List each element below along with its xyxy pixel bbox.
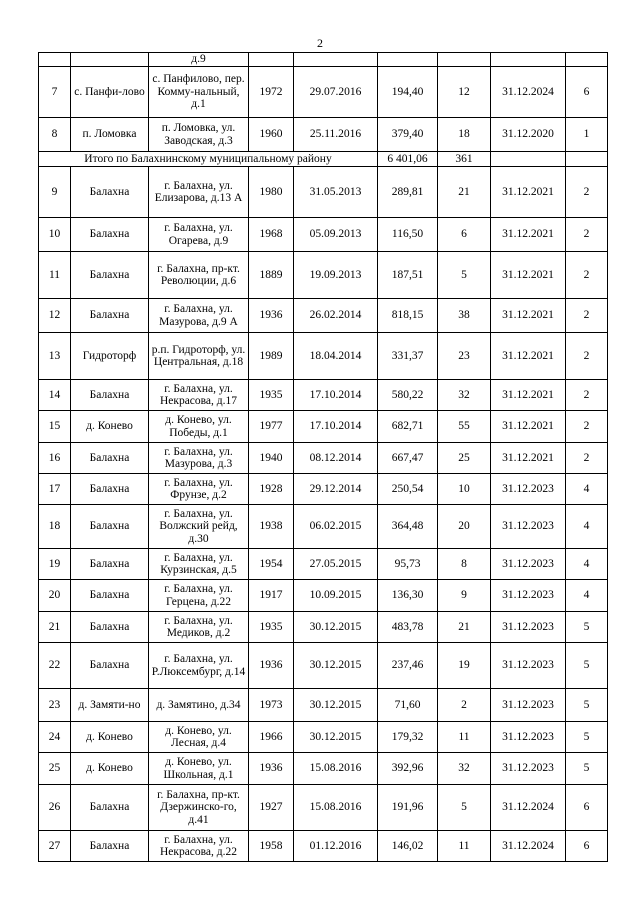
- table-row: [39, 252, 608, 299]
- cell-residents: 32: [438, 380, 491, 411]
- cell-area: 483,78: [378, 612, 438, 643]
- cell-num: 27: [39, 831, 71, 862]
- cell-address: д. Конево, ул. Школьная, д.1: [149, 753, 249, 785]
- cell-area: 146,02: [378, 831, 438, 862]
- cell-address: г. Балахна, ул. Герцена, д.22: [149, 580, 249, 612]
- cell-settlement: д. Замяти-но: [71, 689, 149, 722]
- cell-area: 250,54: [378, 474, 438, 505]
- table-row: [39, 118, 608, 152]
- cell-address: р.п. Гидроторф, ул. Центральная, д.18: [149, 333, 249, 380]
- table-row: [39, 218, 608, 252]
- cell-settlement: д. Конево: [71, 411, 149, 443]
- cell-date: 01.12.2016: [294, 831, 378, 862]
- cell-residents: 5: [438, 252, 491, 299]
- cell-num: 18: [39, 505, 71, 549]
- cell-stage: 2: [566, 252, 608, 299]
- cell-deadline: 31.12.2023: [491, 722, 566, 753]
- cell-area: 136,30: [378, 580, 438, 612]
- cell-area: 187,51: [378, 252, 438, 299]
- cell-num: 23: [39, 689, 71, 722]
- cell-stage: [566, 53, 608, 67]
- cell-deadline: [491, 152, 566, 167]
- cell-settlement: Балахна: [71, 474, 149, 505]
- cell-num: 15: [39, 411, 71, 443]
- cell-address: д. Конево, ул. Лесная, д.4: [149, 722, 249, 753]
- cell-date: 15.08.2016: [294, 785, 378, 831]
- cell-address: д.9: [149, 53, 249, 67]
- cell-deadline: 31.12.2023: [491, 612, 566, 643]
- cell-date: 30.12.2015: [294, 643, 378, 689]
- cell-residents: 11: [438, 722, 491, 753]
- cell-year: 1936: [249, 643, 294, 689]
- cell-residents: 25: [438, 443, 491, 474]
- cell-stage: 2: [566, 411, 608, 443]
- cell-address: г. Балахна, ул. Огарева, д.9: [149, 218, 249, 252]
- cell-num: [39, 53, 71, 67]
- housing-registry-table: [38, 52, 608, 862]
- table-row: [39, 580, 608, 612]
- cell-deadline: 31.12.2023: [491, 474, 566, 505]
- cell-settlement: д. Конево: [71, 722, 149, 753]
- cell-year: 1927: [249, 785, 294, 831]
- cell-stage: 2: [566, 167, 608, 218]
- table-row: [39, 753, 608, 785]
- cell-residents: 32: [438, 753, 491, 785]
- cell-deadline: 31.12.2021: [491, 167, 566, 218]
- cell-stage: 6: [566, 831, 608, 862]
- cell-num: 16: [39, 443, 71, 474]
- cell-stage: 2: [566, 380, 608, 411]
- cell-settlement: [71, 53, 149, 67]
- cell-deadline: 31.12.2023: [491, 505, 566, 549]
- cell-settlement: Балахна: [71, 167, 149, 218]
- table-row: [39, 612, 608, 643]
- cell-date: 08.12.2014: [294, 443, 378, 474]
- cell-year: 1935: [249, 612, 294, 643]
- cell-stage: 6: [566, 785, 608, 831]
- cell-date: 26.02.2014: [294, 299, 378, 333]
- cell-date: 06.02.2015: [294, 505, 378, 549]
- cell-date: 25.11.2016: [294, 118, 378, 152]
- cell-settlement: Балахна: [71, 785, 149, 831]
- cell-address: г. Балахна, ул. Медиков, д.2: [149, 612, 249, 643]
- cell-residents: 5: [438, 785, 491, 831]
- cell-residents: 19: [438, 643, 491, 689]
- table-row: [39, 831, 608, 862]
- cell-deadline: 31.12.2024: [491, 785, 566, 831]
- cell-residents: 12: [438, 67, 491, 118]
- cell-stage: 1: [566, 118, 608, 152]
- cell-area: 580,22: [378, 380, 438, 411]
- cell-year: 1935: [249, 380, 294, 411]
- table-row: [39, 411, 608, 443]
- cell-deadline: 31.12.2021: [491, 218, 566, 252]
- table-row: [39, 474, 608, 505]
- cell-num: 24: [39, 722, 71, 753]
- cell-settlement: Гидроторф: [71, 333, 149, 380]
- cell-settlement: Балахна: [71, 505, 149, 549]
- cell-deadline: 31.12.2024: [491, 831, 566, 862]
- cell-stage: 2: [566, 443, 608, 474]
- cell-date: 29.12.2014: [294, 474, 378, 505]
- continuation-row: [39, 53, 608, 67]
- subtotal-area: 6 401,06: [378, 152, 438, 167]
- cell-stage: 5: [566, 612, 608, 643]
- cell-settlement: Балахна: [71, 443, 149, 474]
- cell-year: 1973: [249, 689, 294, 722]
- cell-stage: 4: [566, 474, 608, 505]
- cell-year: 1968: [249, 218, 294, 252]
- cell-area: 331,37: [378, 333, 438, 380]
- cell-deadline: 31.12.2023: [491, 753, 566, 785]
- subtotal-label: Итого по Балахнинскому муниципальному району: [39, 152, 378, 167]
- cell-deadline: 31.12.2020: [491, 118, 566, 152]
- cell-settlement: д. Конево: [71, 753, 149, 785]
- cell-residents: 20: [438, 505, 491, 549]
- cell-address: г. Балахна, ул. Елизарова, д.13 А: [149, 167, 249, 218]
- cell-year: 1917: [249, 580, 294, 612]
- cell-area: [378, 53, 438, 67]
- cell-area: 818,15: [378, 299, 438, 333]
- cell-stage: 5: [566, 722, 608, 753]
- cell-num: 9: [39, 167, 71, 218]
- cell-stage: 6: [566, 67, 608, 118]
- cell-num: 20: [39, 580, 71, 612]
- cell-residents: 2: [438, 689, 491, 722]
- cell-date: 29.07.2016: [294, 67, 378, 118]
- cell-address: д. Замятино, д.34: [149, 689, 249, 722]
- cell-stage: 5: [566, 753, 608, 785]
- cell-area: 191,96: [378, 785, 438, 831]
- cell-date: 30.12.2015: [294, 612, 378, 643]
- table-row: [39, 333, 608, 380]
- cell-address: п. Ломовка, ул. Заводская, д.3: [149, 118, 249, 152]
- cell-settlement: с. Панфи-лово: [71, 67, 149, 118]
- cell-area: 71,60: [378, 689, 438, 722]
- cell-date: 05.09.2013: [294, 218, 378, 252]
- cell-year: 1989: [249, 333, 294, 380]
- cell-residents: 38: [438, 299, 491, 333]
- cell-stage: 5: [566, 643, 608, 689]
- cell-residents: 9: [438, 580, 491, 612]
- cell-area: 364,48: [378, 505, 438, 549]
- cell-deadline: 31.12.2021: [491, 411, 566, 443]
- cell-num: 13: [39, 333, 71, 380]
- cell-area: 179,32: [378, 722, 438, 753]
- cell-stage: [566, 152, 608, 167]
- table-row: [39, 380, 608, 411]
- cell-date: 31.05.2013: [294, 167, 378, 218]
- cell-residents: 6: [438, 218, 491, 252]
- cell-year: 1980: [249, 167, 294, 218]
- cell-deadline: 31.12.2021: [491, 380, 566, 411]
- cell-settlement: п. Ломовка: [71, 118, 149, 152]
- cell-area: 379,40: [378, 118, 438, 152]
- table-row: [39, 299, 608, 333]
- cell-settlement: Балахна: [71, 612, 149, 643]
- cell-num: 7: [39, 67, 71, 118]
- cell-deadline: 31.12.2023: [491, 580, 566, 612]
- cell-deadline: 31.12.2023: [491, 689, 566, 722]
- cell-settlement: Балахна: [71, 549, 149, 580]
- cell-area: 289,81: [378, 167, 438, 218]
- cell-year: 1960: [249, 118, 294, 152]
- cell-date: 17.10.2014: [294, 411, 378, 443]
- cell-num: 8: [39, 118, 71, 152]
- cell-num: 17: [39, 474, 71, 505]
- cell-year: [249, 53, 294, 67]
- cell-num: 12: [39, 299, 71, 333]
- cell-area: 237,46: [378, 643, 438, 689]
- cell-year: 1958: [249, 831, 294, 862]
- cell-deadline: 31.12.2021: [491, 333, 566, 380]
- cell-year: 1936: [249, 299, 294, 333]
- cell-deadline: 31.12.2021: [491, 443, 566, 474]
- table-row: [39, 505, 608, 549]
- cell-num: 19: [39, 549, 71, 580]
- cell-year: 1954: [249, 549, 294, 580]
- cell-settlement: Балахна: [71, 252, 149, 299]
- cell-residents: 8: [438, 549, 491, 580]
- cell-year: 1940: [249, 443, 294, 474]
- cell-residents: 21: [438, 167, 491, 218]
- cell-stage: 4: [566, 549, 608, 580]
- cell-year: 1977: [249, 411, 294, 443]
- cell-settlement: Балахна: [71, 380, 149, 411]
- cell-num: 11: [39, 252, 71, 299]
- cell-address: г. Балахна, ул. Мазурова, д.9 А: [149, 299, 249, 333]
- cell-settlement: Балахна: [71, 643, 149, 689]
- cell-stage: 2: [566, 333, 608, 380]
- cell-address: г. Балахна, ул. Курзинская, д.5: [149, 549, 249, 580]
- cell-deadline: 31.12.2024: [491, 67, 566, 118]
- cell-date: 10.09.2015: [294, 580, 378, 612]
- cell-address: г. Балахна, ул. Волжский рейд, д.30: [149, 505, 249, 549]
- cell-date: [294, 53, 378, 67]
- cell-year: 1928: [249, 474, 294, 505]
- cell-num: 21: [39, 612, 71, 643]
- cell-num: 22: [39, 643, 71, 689]
- cell-num: 10: [39, 218, 71, 252]
- cell-address: г. Балахна, ул. Некрасова, д.22: [149, 831, 249, 862]
- cell-area: 682,71: [378, 411, 438, 443]
- table-row: [39, 689, 608, 722]
- cell-residents: 23: [438, 333, 491, 380]
- cell-address: г. Балахна, ул. Некрасова, д.17: [149, 380, 249, 411]
- cell-address: г. Балахна, ул. Мазурова, д.3: [149, 443, 249, 474]
- cell-address: д. Конево, ул. Победы, д.1: [149, 411, 249, 443]
- cell-deadline: 31.12.2021: [491, 299, 566, 333]
- cell-stage: 4: [566, 580, 608, 612]
- cell-area: 116,50: [378, 218, 438, 252]
- cell-residents: 10: [438, 474, 491, 505]
- cell-deadline: [491, 53, 566, 67]
- table-row: [39, 167, 608, 218]
- cell-area: 667,47: [378, 443, 438, 474]
- cell-settlement: Балахна: [71, 580, 149, 612]
- cell-deadline: 31.12.2023: [491, 549, 566, 580]
- cell-address: г. Балахна, пр-кт. Революции, д.6: [149, 252, 249, 299]
- table-row: [39, 722, 608, 753]
- cell-stage: 4: [566, 505, 608, 549]
- cell-year: 1889: [249, 252, 294, 299]
- cell-settlement: Балахна: [71, 831, 149, 862]
- cell-area: 392,96: [378, 753, 438, 785]
- cell-year: 1966: [249, 722, 294, 753]
- cell-area: 95,73: [378, 549, 438, 580]
- cell-date: 30.12.2015: [294, 722, 378, 753]
- cell-residents: 55: [438, 411, 491, 443]
- cell-residents: 18: [438, 118, 491, 152]
- cell-address: г. Балахна, ул. Р.Люксембург, д.14: [149, 643, 249, 689]
- cell-settlement: Балахна: [71, 299, 149, 333]
- cell-date: 17.10.2014: [294, 380, 378, 411]
- cell-deadline: 31.12.2021: [491, 252, 566, 299]
- cell-residents: [438, 53, 491, 67]
- cell-year: 1936: [249, 753, 294, 785]
- table-row: [39, 443, 608, 474]
- cell-deadline: 31.12.2023: [491, 643, 566, 689]
- cell-num: 25: [39, 753, 71, 785]
- cell-date: 18.04.2014: [294, 333, 378, 380]
- page-number: 2: [317, 36, 323, 50]
- cell-settlement: Балахна: [71, 218, 149, 252]
- cell-stage: 2: [566, 299, 608, 333]
- cell-stage: 5: [566, 689, 608, 722]
- subtotal-row: [39, 152, 608, 167]
- table-row: [39, 785, 608, 831]
- table-row: [39, 67, 608, 118]
- subtotal-residents: 361: [438, 152, 491, 167]
- cell-stage: 2: [566, 218, 608, 252]
- cell-year: 1938: [249, 505, 294, 549]
- cell-date: 30.12.2015: [294, 689, 378, 722]
- cell-address: г. Балахна, пр-кт. Дзержинско-го, д.41: [149, 785, 249, 831]
- table-row: [39, 549, 608, 580]
- cell-date: 19.09.2013: [294, 252, 378, 299]
- cell-date: 15.08.2016: [294, 753, 378, 785]
- cell-residents: 21: [438, 612, 491, 643]
- table-row: [39, 643, 608, 689]
- cell-address: с. Панфилово, пер. Комму-нальный, д.1: [149, 67, 249, 118]
- cell-address: г. Балахна, ул. Фрунзе, д.2: [149, 474, 249, 505]
- cell-year: 1972: [249, 67, 294, 118]
- cell-residents: 11: [438, 831, 491, 862]
- cell-area: 194,40: [378, 67, 438, 118]
- cell-num: 14: [39, 380, 71, 411]
- cell-num: 26: [39, 785, 71, 831]
- cell-date: 27.05.2015: [294, 549, 378, 580]
